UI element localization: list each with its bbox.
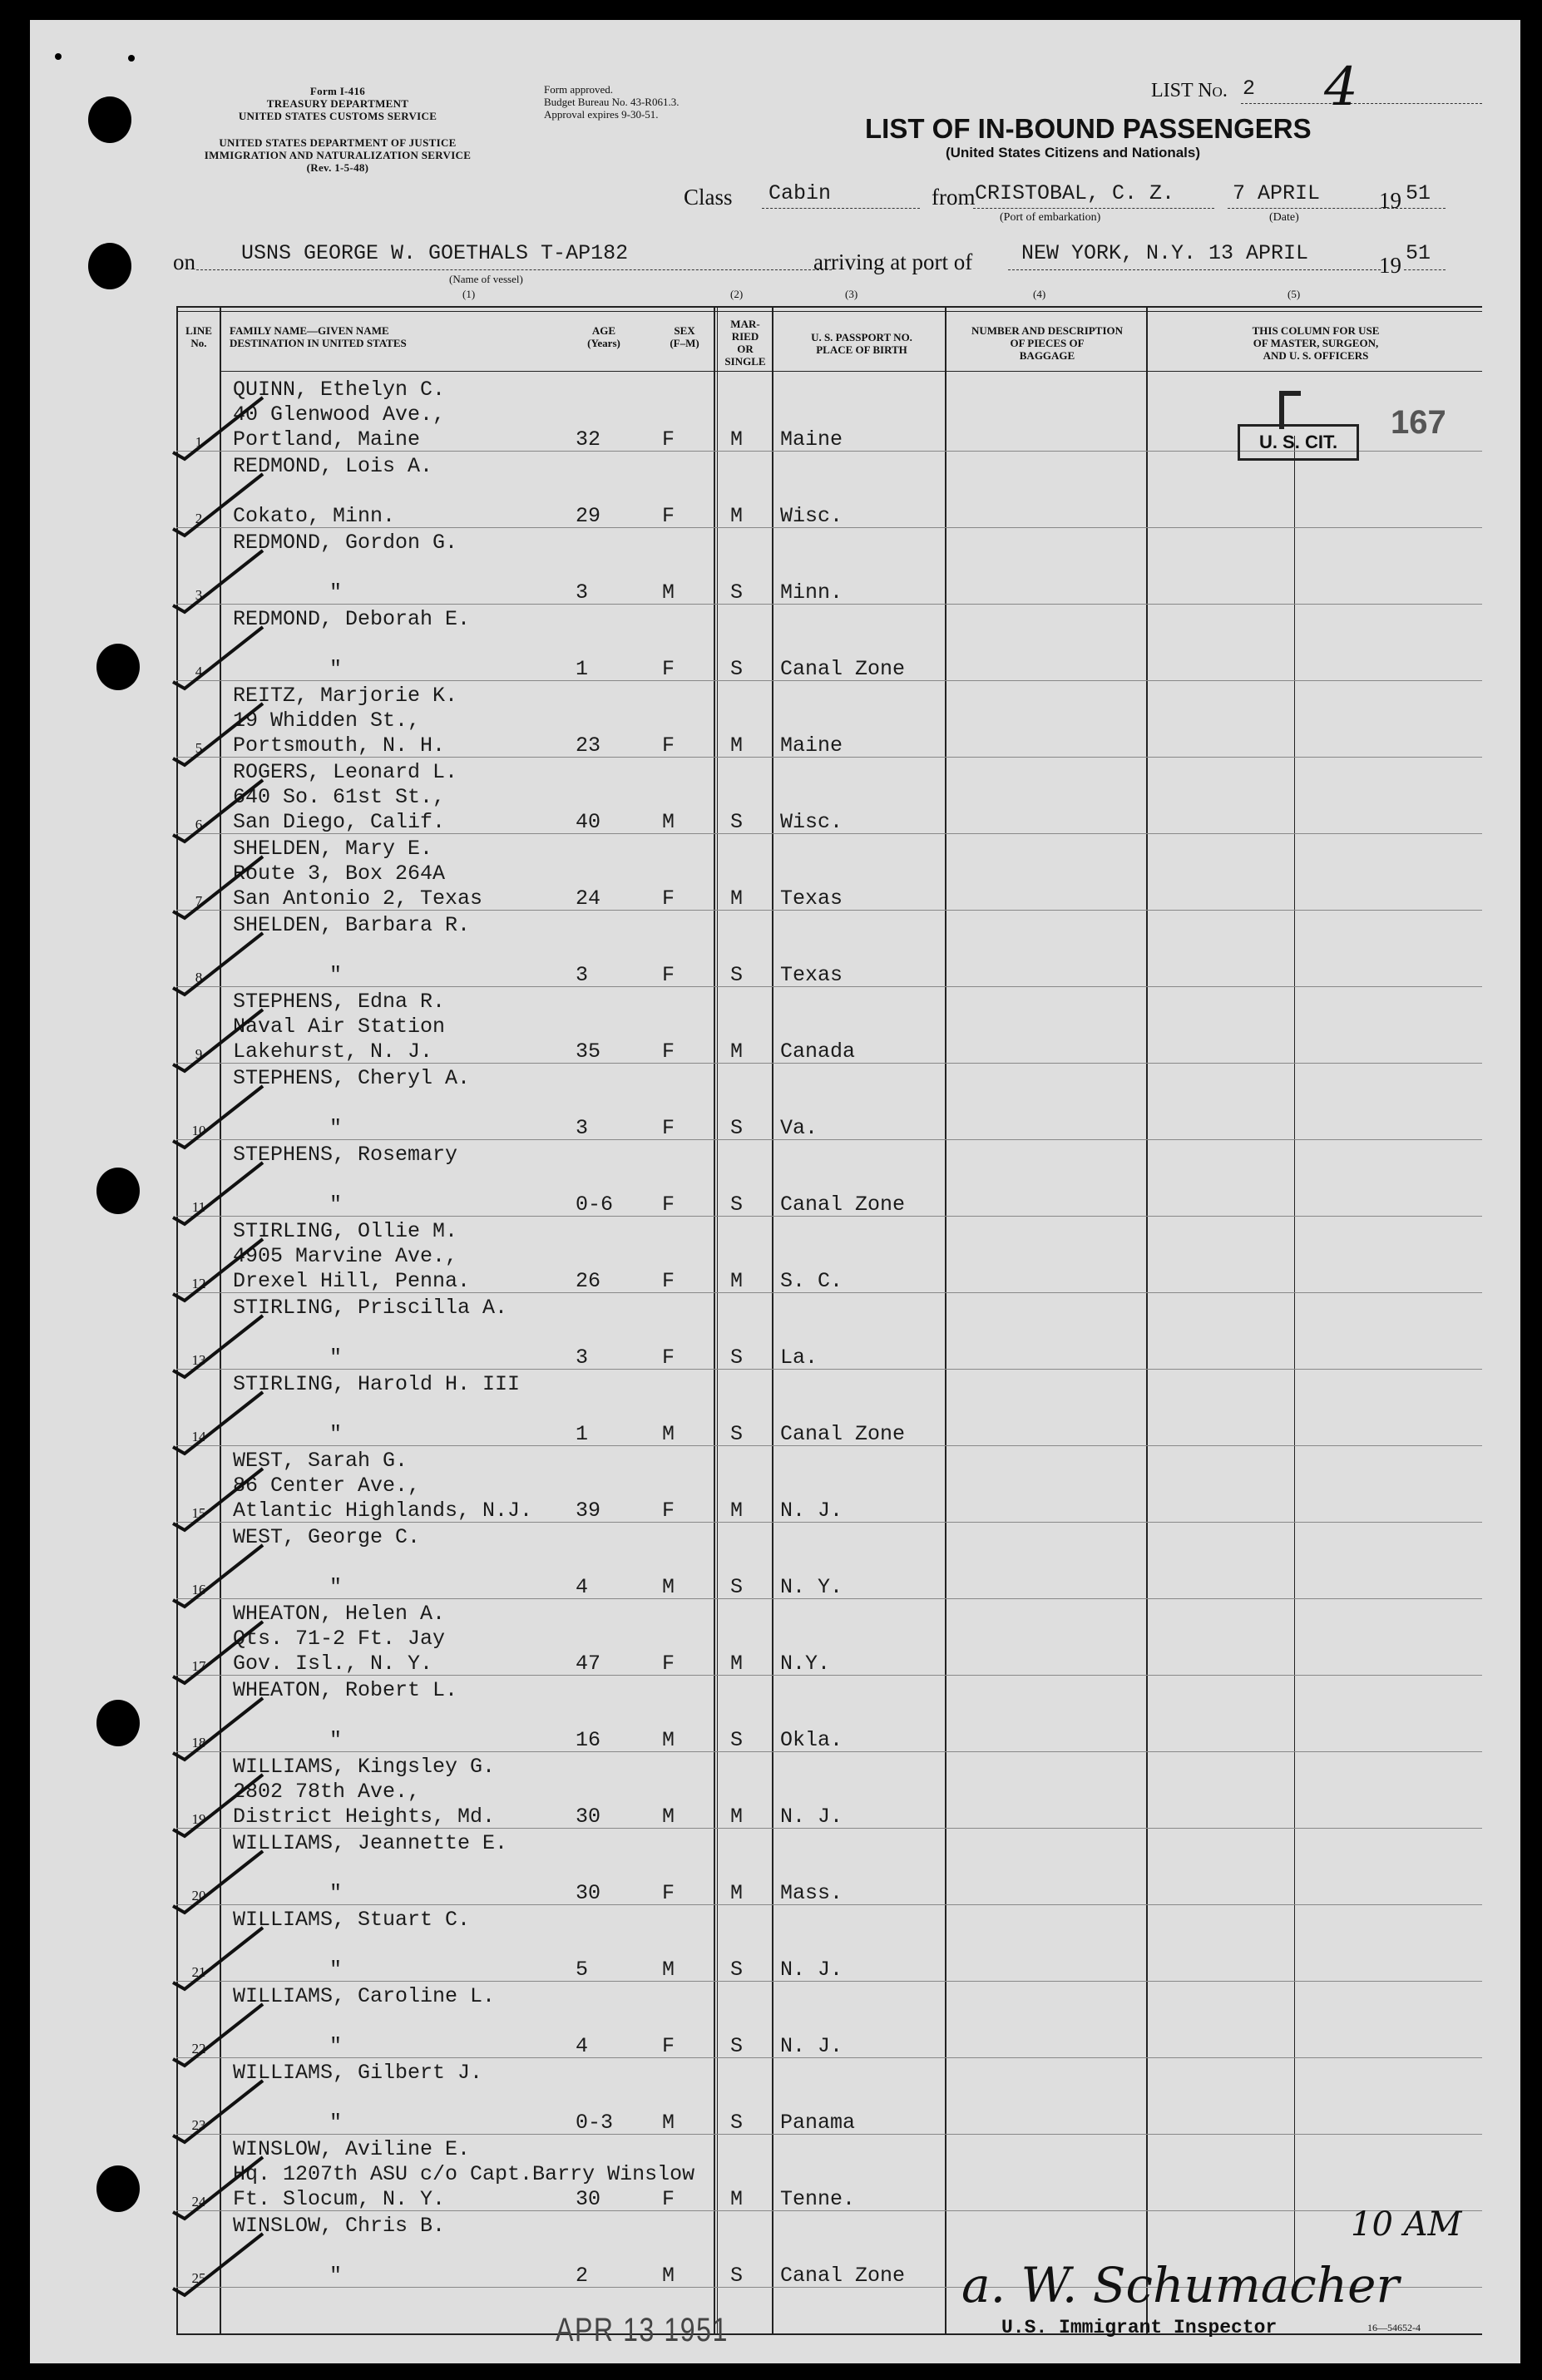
- passenger-address: ": [329, 2264, 343, 2288]
- passenger-address: ": [329, 2111, 343, 2135]
- passenger-age: 29: [576, 504, 601, 528]
- passenger-birthplace: Va.: [780, 1116, 818, 1140]
- check-mark: [173, 1163, 263, 1224]
- arrival-year: 51: [1406, 241, 1431, 265]
- passenger-sex: F: [662, 1039, 675, 1064]
- passenger-marital-status: M: [730, 504, 744, 528]
- arrival-year-prefix: 19: [1379, 253, 1401, 278]
- passenger-birthplace: Canal Zone: [780, 1422, 906, 1446]
- departure-year-prefix: 19: [1379, 188, 1401, 213]
- passenger-marital-status: M: [730, 1269, 744, 1293]
- passenger-address: Gov. Isl., N. Y.: [233, 1652, 433, 1676]
- passenger-birthplace: Wisc.: [780, 504, 843, 528]
- passenger-name: REDMOND, Lois A.: [233, 454, 433, 478]
- passenger-name: WILLIAMS, Gilbert J.: [233, 2061, 483, 2085]
- passenger-age: 2: [576, 2264, 589, 2288]
- passenger-address: Lakehurst, N. J.: [233, 1039, 433, 1064]
- passenger-birthplace: N. J.: [780, 1805, 843, 1829]
- passenger-address: 40 Glenwood Ave.,: [233, 402, 446, 427]
- check-mark: [173, 1928, 263, 1989]
- passenger-birthplace: Texas: [780, 886, 843, 911]
- col-number-2: (2): [730, 288, 744, 300]
- time-note: 10 AM: [1351, 2205, 1462, 2244]
- line-number: 6: [195, 817, 203, 832]
- check-mark: [173, 1239, 263, 1301]
- date-caption: (Date): [1269, 211, 1299, 224]
- class-value: Cabin: [769, 181, 832, 205]
- passenger-address: Drexel Hill, Penna.: [233, 1269, 471, 1293]
- passenger-sex: F: [662, 886, 675, 911]
- passenger-age: 3: [576, 963, 589, 987]
- passenger-sex: F: [662, 1192, 675, 1217]
- list-no-label: LIST No.: [1151, 80, 1228, 101]
- passenger-address: San Antonio 2, Texas: [233, 886, 483, 911]
- passenger-name: STEPHENS, Edna R.: [233, 990, 446, 1014]
- passenger-sex: F: [662, 2187, 675, 2211]
- check-mark: [173, 1545, 263, 1607]
- passenger-age: 24: [576, 886, 601, 911]
- passenger-birthplace: Minn.: [780, 580, 843, 605]
- passenger-sex: F: [662, 1499, 675, 1523]
- form-number: Form I-416: [309, 85, 366, 97]
- passenger-age: 35: [576, 1039, 601, 1064]
- passenger-sex: F: [662, 963, 675, 987]
- check-mark: [173, 2081, 263, 2142]
- passenger-age: 0-6: [576, 1192, 614, 1217]
- passenger-birthplace: Maine: [780, 427, 843, 452]
- passenger-age: 0-3: [576, 2111, 614, 2135]
- passenger-sex: M: [662, 580, 675, 605]
- passenger-name: STIRLING, Ollie M.: [233, 1219, 458, 1243]
- col-officers-3: AND U. S. OFFICERS: [1263, 349, 1369, 362]
- passenger-birthplace: S. C.: [780, 1269, 843, 1293]
- passenger-address: ": [329, 1116, 343, 1140]
- date-stamp: APR 13 1951: [556, 2312, 729, 2348]
- passenger-sex: F: [662, 1116, 675, 1140]
- passenger-marital-status: S: [730, 1346, 744, 1370]
- passenger-age: 26: [576, 1269, 601, 1293]
- col-married-2: RIED: [731, 330, 759, 343]
- check-marks: [30, 20, 1520, 2363]
- passenger-sex: F: [662, 504, 675, 528]
- passenger-marital-status: S: [730, 1728, 744, 1752]
- passenger-birthplace: N. J.: [780, 1958, 843, 1982]
- passenger-name: WILLIAMS, Stuart C.: [233, 1908, 471, 1932]
- passenger-address: Qts. 71-2 Ft. Jay: [233, 1627, 446, 1651]
- line-number: 20: [191, 1888, 206, 1904]
- passenger-age: 1: [576, 1422, 589, 1446]
- passenger-birthplace: N. J.: [780, 2034, 843, 2058]
- passenger-age: 40: [576, 810, 601, 834]
- check-mark: [173, 780, 263, 842]
- passenger-sex: F: [662, 1652, 675, 1676]
- passenger-age: 30: [576, 1881, 601, 1905]
- passenger-age: 16: [576, 1728, 601, 1752]
- line-number: 8: [195, 970, 203, 985]
- line-number: 13: [191, 1352, 206, 1368]
- ins-service: IMMIGRATION AND NATURALIZATION SERVICE: [204, 149, 472, 161]
- passenger-age: 39: [576, 1499, 601, 1523]
- check-mark: [173, 1086, 263, 1148]
- passenger-address: 4905 Marvine Ave.,: [233, 1244, 458, 1268]
- form-revision: (Rev. 1-5-48): [306, 161, 369, 174]
- on-label: on: [173, 249, 195, 274]
- passenger-birthplace: N.Y.: [780, 1652, 831, 1676]
- passenger-age: 47: [576, 1652, 601, 1676]
- passenger-birthplace: Texas: [780, 963, 843, 987]
- line-number: 24: [191, 2194, 206, 2210]
- passenger-birthplace: Okla.: [780, 1728, 843, 1752]
- passenger-address: ": [329, 2034, 343, 2058]
- passenger-marital-status: M: [730, 1039, 744, 1064]
- passenger-age: 3: [576, 1116, 589, 1140]
- passenger-sex: M: [662, 2264, 675, 2288]
- line-number: 21: [191, 1964, 206, 1980]
- budget-bureau: Budget Bureau No. 43-R061.3.: [544, 96, 680, 108]
- passenger-age: 3: [576, 580, 589, 605]
- arriving-label: arriving at port of: [813, 249, 973, 274]
- port-of-embarkation: CRISTOBAL, C. Z.: [975, 181, 1175, 205]
- passenger-birthplace: La.: [780, 1346, 818, 1370]
- check-mark: [173, 1010, 263, 1071]
- passenger-address: Cokato, Minn.: [233, 504, 396, 528]
- passenger-address: ": [329, 1346, 343, 1370]
- line-number: 2: [195, 511, 203, 526]
- passenger-name: STIRLING, Harold H. III: [233, 1372, 521, 1396]
- passenger-name: REDMOND, Gordon G.: [233, 531, 458, 555]
- passenger-address: Portland, Maine: [233, 427, 421, 452]
- col-passport-1: U. S. PASSPORT NO.: [811, 331, 912, 343]
- line-number: 19: [191, 1811, 206, 1827]
- passenger-age: 4: [576, 1575, 589, 1599]
- passenger-marital-status: M: [730, 733, 744, 758]
- passenger-marital-status: S: [730, 1958, 744, 1982]
- passenger-address: 86 Center Ave.,: [233, 1474, 421, 1498]
- line-number: 10: [191, 1123, 206, 1138]
- col-baggage-3: BAGGAGE: [1019, 349, 1075, 362]
- col-number-5: (5): [1287, 288, 1301, 300]
- passenger-marital-status: S: [730, 963, 744, 987]
- passenger-address: ": [329, 657, 343, 681]
- vessel-name: USNS GEORGE W. GOETHALS T-AP182: [241, 241, 629, 265]
- approval-expires: Approval expires 9-30-51.: [544, 108, 659, 121]
- col-married-1: MAR-: [730, 318, 760, 330]
- passenger-marital-status: M: [730, 1805, 744, 1829]
- passenger-marital-status: S: [730, 1116, 744, 1140]
- passenger-age: 30: [576, 2187, 601, 2211]
- us-cit-stamp: U. S. CIT.: [1238, 424, 1359, 461]
- passenger-marital-status: S: [730, 2264, 744, 2288]
- passenger-name: SHELDEN, Mary E.: [233, 837, 433, 861]
- check-mark: [173, 2157, 263, 2219]
- list-no-value: 2: [1243, 77, 1256, 101]
- passenger-address: ": [329, 580, 343, 605]
- passenger-name: SHELDEN, Barbara R.: [233, 913, 471, 937]
- check-mark: [173, 933, 263, 995]
- col-name-2: DESTINATION IN UNITED STATES: [230, 337, 407, 349]
- passenger-address: ": [329, 1958, 343, 1982]
- line-number: 4: [195, 664, 203, 679]
- col-line-2: No.: [190, 337, 207, 349]
- line-number: 9: [195, 1046, 203, 1062]
- passenger-sex: F: [662, 1346, 675, 1370]
- passenger-address: ": [329, 963, 343, 987]
- passenger-name: WHEATON, Helen A.: [233, 1602, 446, 1626]
- stamp-number: 167: [1391, 404, 1446, 441]
- passenger-sex: M: [662, 1575, 675, 1599]
- arrival-port-date: NEW YORK, N.Y. 13 APRIL: [1021, 241, 1309, 265]
- passenger-marital-status: S: [730, 1422, 744, 1446]
- passenger-birthplace: Tenne.: [780, 2187, 856, 2211]
- vessel-caption: (Name of vessel): [449, 273, 523, 285]
- passenger-sex: F: [662, 427, 675, 452]
- passenger-birthplace: Wisc.: [780, 810, 843, 834]
- check-mark: [173, 857, 263, 918]
- check-mark: [173, 1851, 263, 1913]
- check-mark: [173, 474, 263, 536]
- passenger-address: ": [329, 1881, 343, 1905]
- passenger-address: Naval Air Station: [233, 1015, 446, 1039]
- line-number: 1: [195, 434, 203, 450]
- line-number: 12: [191, 1276, 206, 1291]
- passenger-age: 4: [576, 2034, 589, 2058]
- col-number-1: (1): [462, 288, 476, 300]
- col-married-4: SINGLE: [724, 355, 766, 368]
- passenger-marital-status: S: [730, 580, 744, 605]
- departure-year: 51: [1406, 181, 1431, 205]
- passenger-address: 2802 78th Ave.,: [233, 1780, 421, 1804]
- passenger-address: San Diego, Calif.: [233, 810, 446, 834]
- col-line-1: LINE: [185, 324, 212, 337]
- check-mark: [173, 1392, 263, 1454]
- passenger-marital-status: M: [730, 1881, 744, 1905]
- col-sex-2: (F–M): [670, 337, 699, 349]
- col-number-3: (3): [845, 288, 858, 300]
- passenger-marital-status: S: [730, 2111, 744, 2135]
- passenger-age: 5: [576, 1958, 589, 1982]
- passenger-birthplace: Mass.: [780, 1881, 843, 1905]
- passenger-sex: F: [662, 1269, 675, 1293]
- dept-treasury: TREASURY DEPARTMENT: [266, 97, 409, 110]
- passenger-name: WILLIAMS, Jeannette E.: [233, 1831, 508, 1855]
- passenger-address: ": [329, 1422, 343, 1446]
- line-number: 11: [191, 1199, 206, 1215]
- col-name-1: FAMILY NAME—GIVEN NAME: [230, 324, 389, 337]
- passenger-name: ROGERS, Leonard L.: [233, 760, 458, 784]
- passenger-name: WHEATON, Robert L.: [233, 1678, 458, 1702]
- passenger-marital-status: S: [730, 1575, 744, 1599]
- line-number: 7: [195, 893, 203, 909]
- handwritten-list-number: 4: [1324, 57, 1358, 118]
- passenger-address: Atlantic Highlands, N.J.: [233, 1499, 533, 1523]
- check-mark: [173, 551, 263, 612]
- passenger-marital-status: S: [730, 2034, 744, 2058]
- col-married-3: OR: [737, 343, 754, 355]
- col-officers-2: OF MASTER, SURGEON,: [1253, 337, 1379, 349]
- passenger-age: 32: [576, 427, 601, 452]
- check-mark: [173, 1316, 263, 1377]
- passenger-address: Ft. Slocum, N. Y.: [233, 2187, 446, 2211]
- passenger-address: ": [329, 1192, 343, 1217]
- passenger-name: STIRLING, Priscilla A.: [233, 1296, 508, 1320]
- passenger-address: Hq. 1207th ASU c/o Capt.Barry Winslow: [233, 2162, 695, 2186]
- passenger-marital-status: S: [730, 1192, 744, 1217]
- class-label: Class: [684, 185, 733, 210]
- passenger-age: 23: [576, 733, 601, 758]
- line-number: 14: [191, 1429, 206, 1444]
- form-approved: Form approved.: [544, 83, 614, 96]
- passenger-birthplace: N. Y.: [780, 1575, 843, 1599]
- check-mark: [173, 1622, 263, 1683]
- passenger-name: WINSLOW, Chris B.: [233, 2214, 446, 2238]
- line-number: 3: [195, 587, 203, 603]
- passenger-birthplace: Panama: [780, 2111, 856, 2135]
- document-title: LIST OF IN-BOUND PASSENGERS: [865, 113, 1312, 144]
- col-age-1: AGE: [591, 324, 616, 337]
- manifest-sheet: [30, 20, 1520, 2363]
- passenger-sex: F: [662, 2034, 675, 2058]
- passenger-birthplace: Canal Zone: [780, 1192, 906, 1217]
- col-officers-1: THIS COLUMN FOR USE: [1252, 324, 1380, 337]
- passenger-marital-status: M: [730, 1652, 744, 1676]
- passenger-address: 640 So. 61st St.,: [233, 785, 446, 809]
- form-code: 16—54652-4: [1367, 2322, 1421, 2333]
- passenger-sex: M: [662, 1958, 675, 1982]
- document-subtitle: (United States Citizens and Nationals): [945, 145, 1201, 160]
- passenger-name: WILLIAMS, Kingsley G.: [233, 1755, 496, 1779]
- line-number: 18: [191, 1735, 206, 1750]
- line-number: 23: [191, 2117, 206, 2133]
- line-number: 16: [191, 1582, 206, 1597]
- from-label: from: [932, 185, 976, 210]
- col-sex-1: SEX: [674, 324, 695, 337]
- port-embarkation-caption: (Port of embarkation): [1000, 211, 1101, 224]
- passenger-birthplace: Maine: [780, 733, 843, 758]
- inspector-title: U.S. Immigrant Inspector: [1001, 2317, 1278, 2338]
- check-mark: [173, 2004, 263, 2066]
- passenger-address: ": [329, 1575, 343, 1599]
- passenger-sex: F: [662, 657, 675, 681]
- passenger-name: QUINN, Ethelyn C.: [233, 378, 446, 402]
- line-number: 15: [191, 1505, 206, 1521]
- passenger-sex: M: [662, 810, 675, 834]
- col-baggage-1: NUMBER AND DESCRIPTION: [971, 324, 1124, 337]
- check-mark: [173, 627, 263, 689]
- dept-justice: UNITED STATES DEPARTMENT OF JUSTICE: [219, 136, 457, 149]
- customs-service: UNITED STATES CUSTOMS SERVICE: [238, 110, 437, 122]
- passenger-address: ": [329, 1728, 343, 1752]
- passenger-name: WEST, Sarah G.: [233, 1449, 408, 1473]
- passenger-address: Portsmouth, N. H.: [233, 733, 446, 758]
- passenger-name: REDMOND, Deborah E.: [233, 607, 471, 631]
- passenger-marital-status: M: [730, 1499, 744, 1523]
- passenger-marital-status: M: [730, 2187, 744, 2211]
- passenger-name: REITZ, Marjorie K.: [233, 684, 458, 708]
- passenger-sex: F: [662, 1881, 675, 1905]
- passenger-marital-status: M: [730, 886, 744, 911]
- line-number: 5: [195, 740, 203, 756]
- passenger-address: 19 Whidden St.,: [233, 709, 421, 733]
- line-number: 17: [191, 1658, 206, 1674]
- departure-date: 7 APRIL: [1233, 181, 1321, 205]
- passenger-name: STEPHENS, Rosemary: [233, 1143, 458, 1167]
- passenger-name: STEPHENS, Cheryl A.: [233, 1066, 471, 1090]
- passenger-sex: M: [662, 1805, 675, 1829]
- line-number: 22: [191, 2041, 206, 2057]
- passenger-marital-status: M: [730, 427, 744, 452]
- passenger-name: WINSLOW, Aviline E.: [233, 2137, 471, 2161]
- check-mark: [173, 1698, 263, 1760]
- passenger-marital-status: S: [730, 810, 744, 834]
- passenger-sex: M: [662, 2111, 675, 2135]
- passenger-age: 30: [576, 1805, 601, 1829]
- check-mark: [173, 1469, 263, 1530]
- passenger-sex: M: [662, 1728, 675, 1752]
- col-age-2: (Years): [587, 337, 620, 349]
- passenger-sex: M: [662, 1422, 675, 1446]
- passenger-name: WILLIAMS, Caroline L.: [233, 1984, 496, 2008]
- check-mark: [173, 704, 263, 765]
- passenger-birthplace: Canal Zone: [780, 2264, 906, 2288]
- passenger-birthplace: N. J.: [780, 1499, 843, 1523]
- passenger-address: Route 3, Box 264A: [233, 862, 446, 886]
- passenger-birthplace: Canada: [780, 1039, 856, 1064]
- passenger-address: District Heights, Md.: [233, 1805, 496, 1829]
- passenger-age: 3: [576, 1346, 589, 1370]
- col-baggage-2: OF PIECES OF: [1010, 337, 1085, 349]
- inspector-signature: a. W. Schumacher: [961, 2257, 1400, 2313]
- check-mark: [173, 397, 263, 459]
- passenger-marital-status: S: [730, 657, 744, 681]
- col-number-4: (4): [1033, 288, 1046, 300]
- passenger-birthplace: Canal Zone: [780, 657, 906, 681]
- check-mark: [173, 1775, 263, 1836]
- line-number: 25: [191, 2270, 206, 2286]
- col-passport-2: PLACE OF BIRTH: [816, 343, 907, 356]
- passenger-name: WEST, George C.: [233, 1525, 421, 1549]
- passenger-age: 1: [576, 657, 589, 681]
- passenger-sex: F: [662, 733, 675, 758]
- check-mark: [173, 2234, 263, 2295]
